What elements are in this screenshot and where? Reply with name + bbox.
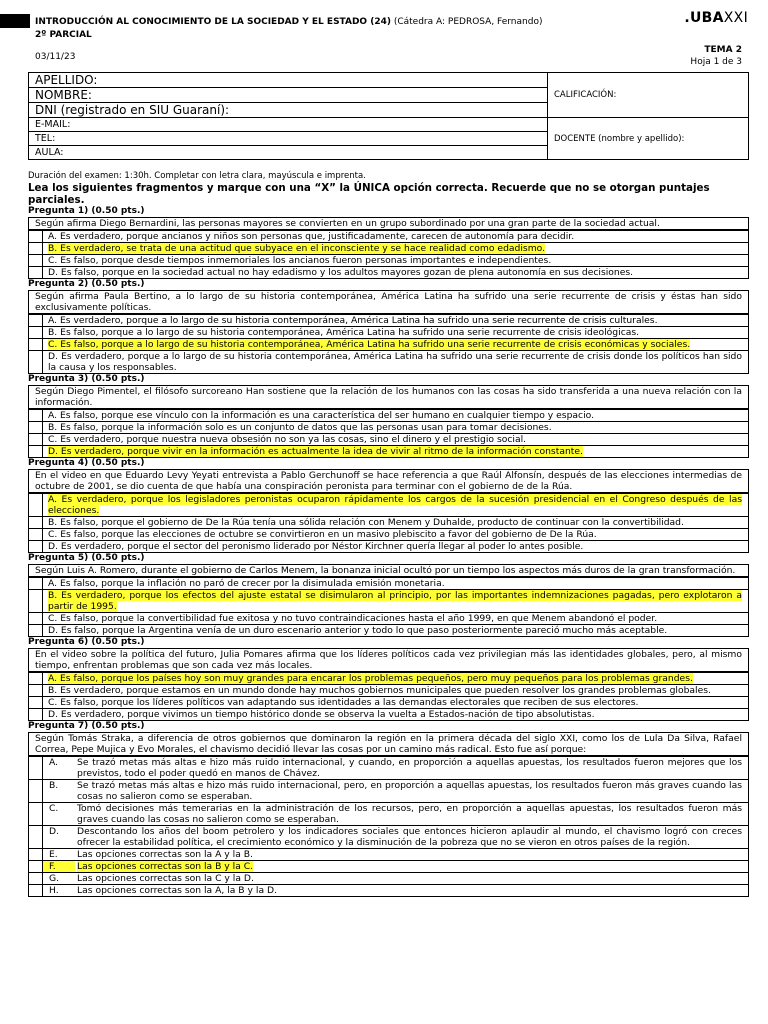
answer-option: [29, 350, 748, 373]
black-header-tab: [0, 14, 30, 28]
answer-checkbox[interactable]: [29, 422, 43, 433]
option-letter: B.: [49, 780, 59, 791]
option-text: D. Es verdadero, porque a lo largo de su historia contemporánea, América Latina ha sufrido una serie recurrente de crisis donde los políticos han sido la causa y los responsables.: [48, 351, 742, 373]
option-text: B. Es falso, porque la información solo es un conjunto de datos que las personas usan para tomar decisiones.: [48, 422, 552, 433]
option-text: Las opciones correctas son la A y la B.: [77, 849, 253, 860]
answer-option: [29, 825, 748, 848]
answer-checkbox[interactable]: [29, 351, 43, 373]
answer-checkbox[interactable]: [29, 255, 43, 266]
option-text: Las opciones correctas son la C y la D.: [77, 873, 254, 884]
option-text: D. Es verdadero, porque el sector del peronismo liderado por Néstor Kirchner quería llegar al poder lo antes posible.: [48, 541, 584, 552]
question-stem: En el video sobre la política del futuro, Julia Pomares afirma que los líderes políticos cada vez privilegian más las identidades globales, pero, al mismo tiempo, enfrentan problemas que son cada vez más locales.: [29, 649, 748, 672]
question-7: [28, 732, 749, 897]
answer-checkbox[interactable]: [29, 613, 43, 624]
answer-option: [29, 708, 748, 720]
option-text: Las opciones correctas son la A, la B y la D.: [77, 885, 277, 896]
answer-option: [29, 756, 748, 779]
answer-option: [29, 872, 748, 884]
answer-checkbox[interactable]: [29, 861, 43, 872]
answer-checkbox[interactable]: [29, 231, 43, 242]
answer-option: [29, 421, 748, 433]
option-text: A. Es verdadero, porque ancianos y niños son personas que, justificadamente, carecen de autonomía para decidir.: [48, 231, 575, 242]
question-3: [28, 385, 749, 458]
option-text: C. Es falso, porque los líderes políticos van adaptando sus identidades a las demandas electorales que reciben de sus electores.: [48, 697, 639, 708]
answer-checkbox[interactable]: [29, 541, 43, 552]
question-stem: Según afirma Diego Bernardini, las personas mayores se convierten en un grupo subordinado por una gran parte de la sociedad actual.: [29, 218, 748, 230]
option-text: B. Es falso, porque a lo largo de su historia contemporánea, América Latina ha sufrido una serie recurrente de crisis ideológicas.: [48, 327, 640, 338]
apellido-field[interactable]: APELLIDO:: [29, 73, 548, 88]
option-text: C. Es falso, porque a lo largo de su historia contemporánea, América Latina ha sufrido una serie recurrente de crisis económicas y sociales.: [48, 339, 691, 350]
answer-option: [29, 860, 748, 872]
answer-checkbox[interactable]: [29, 709, 43, 720]
tema-label: TEMA 2: [704, 45, 742, 55]
answer-option: [29, 266, 748, 278]
answer-checkbox[interactable]: [29, 849, 43, 860]
nombre-field[interactable]: NOMBRE:: [29, 88, 548, 103]
option-text: C. Es falso, porque la convertibilidad fue exitosa y no tuvo contraindicaciones hasta el año 1999, en que Menem abandonó el poder.: [48, 613, 658, 624]
answer-checkbox[interactable]: [29, 529, 43, 540]
option-letter: A.: [49, 757, 59, 768]
answer-checkbox[interactable]: [29, 673, 43, 684]
calificacion-label: CALIFICACIÓN:: [554, 90, 617, 100]
answer-checkbox[interactable]: [29, 434, 43, 445]
course-title: INTRODUCCIÓN AL CONOCIMIENTO DE LA SOCIEDAD Y EL ESTADO (24): [35, 17, 391, 27]
option-letter: F.: [43, 861, 75, 872]
answer-option: [29, 589, 748, 612]
question-5: [28, 564, 749, 637]
answer-option: [29, 242, 748, 254]
question-title: Pregunta 4) (0.50 pts.): [28, 458, 145, 468]
dni-field[interactable]: DNI (registrado en SIU Guaraní):: [29, 103, 548, 118]
option-text: A. Es verdadero, porque a lo largo de su historia contemporánea, América Latina ha sufrido una serie recurrente de crisis culturales.: [48, 315, 658, 326]
page-indicator: Hoja 1 de 3: [690, 57, 742, 67]
answer-checkbox[interactable]: [29, 873, 43, 884]
option-text: A. Es falso, porque ese vínculo con la información es una característica del ser humano en cualquier tiempo y espacio.: [48, 410, 595, 421]
question-title: Pregunta 3) (0.50 pts.): [28, 374, 145, 384]
answer-checkbox[interactable]: [29, 517, 43, 528]
answer-checkbox[interactable]: [29, 685, 43, 696]
option-letter: C.: [49, 803, 59, 814]
answer-checkbox[interactable]: [29, 885, 43, 896]
exam-date: 03/11/23: [35, 52, 76, 62]
aula-field[interactable]: AULA:: [29, 146, 548, 160]
option-text: D. Es falso, porque en la sociedad actual no hay edadismo y los adultos mayores gozan de plena autonomía en sus decisiones.: [48, 267, 634, 278]
answer-option: [29, 528, 748, 540]
option-text: C. Es falso, porque desde tiempos inmemoriales los ancianos fueron personas importantes e independientes.: [48, 255, 552, 266]
docente-field[interactable]: [548, 118, 749, 160]
option-text: D. Es verdadero, porque vivimos un tiempo histórico donde se observa la vuelta a Estados-nación de tipo absolutistas.: [48, 709, 595, 720]
answer-option: [29, 254, 748, 266]
question-title: Pregunta 2) (0.50 pts.): [28, 279, 145, 289]
question-1: [28, 217, 749, 279]
question-stem: Según afirma Paula Bertino, a lo largo de su historia contemporánea, América Latina ha sufrido una serie recurrente de crisis y éstas han sido exclusivamente políticas.: [29, 291, 748, 314]
option-text: Las opciones correctas son la B y la C.: [77, 861, 254, 872]
answer-checkbox[interactable]: [29, 315, 43, 326]
answer-option: [29, 802, 748, 825]
question-2: [28, 290, 749, 374]
answer-checkbox[interactable]: [29, 327, 43, 338]
option-letter: H.: [49, 885, 59, 896]
answer-option: [29, 409, 748, 421]
question-title: Pregunta 5) (0.50 pts.): [28, 553, 145, 563]
answer-option: [29, 338, 748, 350]
answer-checkbox[interactable]: [29, 446, 43, 457]
option-text: A. Es falso, porque los países hoy son muy grandes para encarar los problemas pequeños, pero muy pequeños para los problemas grandes.: [48, 673, 693, 684]
answer-checkbox[interactable]: [29, 625, 43, 636]
answer-option: [29, 433, 748, 445]
option-letter: E.: [49, 849, 58, 860]
question-stem: Según Tomás Straka, a diferencia de otros gobiernos que dominaron la región en la primera década del siglo XXI, como los de Lula Da Silva, Rafael Correa, Pepe Mujica y Evo Morales, el chavismo decidió llevar las cosas por un camino más radical. Esto fue así porque:: [29, 733, 748, 756]
answer-option: [29, 314, 748, 326]
option-letter: D.: [49, 826, 59, 837]
option-letter: G.: [49, 873, 60, 884]
exam-name: 2º PARCIAL: [35, 30, 92, 40]
answer-checkbox[interactable]: [29, 697, 43, 708]
option-text: B. Es verdadero, se trata de una actitud que subyace en el inconsciente y se hace realidad como edadismo.: [48, 243, 546, 254]
exam-instructions: Lea los siguientes fragmentos y marque con una “X” la ÚNICA opción correcta. Recuerde que no se otorgan puntajes parciales.: [28, 182, 710, 206]
question-4: [28, 469, 749, 553]
answer-checkbox[interactable]: [29, 780, 43, 802]
question-stem: Según Diego Pimentel, el filósofo surcoreano Han sostiene que la relación de los humanos con las cosas ha sido transferida a una nueva relación con la información.: [29, 386, 748, 409]
answer-option: [29, 848, 748, 860]
email-field[interactable]: E-MAIL:: [29, 118, 548, 132]
option-text: Se trazó metas más altas e hizo más ruido internacional, y cuando, en proporción a aquellas apuestas, los resultados fueron mejores que los previstos, todo el poder quedó en manos de Chávez.: [77, 757, 742, 779]
tel-field[interactable]: TEL:: [29, 132, 548, 146]
answer-checkbox[interactable]: [29, 243, 43, 254]
option-text: B. Es falso, porque el gobierno de De la Rúa tenía una sólida relación con Menem y Duhalde, producto de continuar con la convertibilidad.: [48, 517, 684, 528]
answer-option: [29, 696, 748, 708]
student-info-table: [28, 72, 749, 160]
answer-checkbox[interactable]: [29, 803, 43, 825]
answer-option: [29, 612, 748, 624]
option-text: A. Es verdadero, porque los legisladores peronistas ocuparon rápidamente los cargos de la sucesión presidencial en el Congreso después de las elecciones.: [48, 494, 742, 516]
uba-xxi-logo: .UBAXXI: [684, 10, 748, 26]
answer-checkbox[interactable]: [29, 757, 43, 779]
question-stem: Según Luis A. Romero, durante el gobierno de Carlos Menem, la bonanza inicial ocultó por un tiempo los aspectos más duros de la gran transformación.: [29, 565, 748, 577]
answer-option: [29, 624, 748, 636]
document-header: [35, 16, 542, 42]
answer-checkbox[interactable]: [29, 339, 43, 350]
question-stem: En el video en que Eduardo Levy Yeyati entrevista a Pablo Gerchunoff se hace referencia a que Raúl Alfonsín, después de las elecciones intermedias de octubre de 2001, se dio cuenta de que había una conspiración peronista para terminar con el gobierno de de la Rúa.: [29, 470, 748, 493]
answer-option: [29, 540, 748, 552]
tema-block: [690, 44, 742, 68]
option-text: B. Es verdadero, porque los efectos del ajuste estatal se disimularon al principio, por las importantes indemnizaciones pagadas, pero explotaron a partir de 1995.: [48, 590, 742, 612]
answer-option: [29, 672, 748, 684]
answer-option: [29, 884, 748, 896]
questions-section: [28, 206, 749, 897]
option-text: B. Es verdadero, porque estamos en un mundo donde hay muchos gobiernos municipales que pueden resolver los grandes problemas globales.: [48, 685, 711, 696]
question-6: [28, 648, 749, 721]
answer-option: [29, 684, 748, 696]
answer-option: [29, 577, 748, 589]
exam-duration-note: Duración del examen: 1:30h. Completar con letra clara, mayúscula e imprenta.: [28, 171, 366, 181]
question-title: Pregunta 7) (0.50 pts.): [28, 721, 145, 731]
answer-checkbox[interactable]: [29, 410, 43, 421]
option-text: Tomó decisiones más temerarias en la administración de los recursos, pero, en proporción a aquellas apuestas, los resultados fueron más graves cuando las cosas no salieron como se esperaban.: [77, 803, 742, 825]
option-text: D. Es falso, porque la Argentina venía de un duro escenario anterior y todo lo que paso posteriormente pareció mucho más aceptable.: [48, 625, 668, 636]
option-text: D. Es verdadero, porque vivir en la información es actualmente la idea de vivir al ritmo de la información constante.: [48, 446, 583, 457]
answer-checkbox[interactable]: [29, 590, 43, 612]
option-text: C. Es falso, porque las elecciones de octubre se convirtieron en un masivo plebiscito a favor del gobierno de De la Rúa.: [48, 529, 597, 540]
question-title: Pregunta 1) (0.50 pts.): [28, 206, 145, 216]
option-text: Descontando los años del boom petrolero y los indicadores sociales que entonces hicieron aplaudir al mundo, el chavismo logró con creces ofrecer la estabilidad política, el crecimiento económico y la disminución de la pobreza que no se vieron en otros países de la región.: [77, 826, 742, 848]
docente-label: DOCENTE (nombre y apellido):: [554, 133, 685, 144]
answer-option: [29, 516, 748, 528]
answer-checkbox[interactable]: [29, 578, 43, 589]
answer-option: [29, 326, 748, 338]
answer-checkbox[interactable]: [29, 267, 43, 278]
answer-option: [29, 445, 748, 457]
answer-option: [29, 779, 748, 802]
question-title: Pregunta 6) (0.50 pts.): [28, 637, 145, 647]
calificacion-field[interactable]: [548, 73, 749, 118]
answer-option: [29, 230, 748, 242]
answer-option: [29, 493, 748, 516]
option-text: A. Es falso, porque la inflación no paró de crecer por la disimulada emisión monetaria.: [48, 578, 445, 589]
option-text: C. Es verdadero, porque nuestra nueva obsesión no son ya las cosas, sino el dinero y el prestigio social.: [48, 434, 527, 445]
option-text: Se trazó metas más altas e hizo más ruido internacional, pero, en proporción a aquellas apuestas, los resultados fueron más graves cuando las cosas no salieron como se esperaban.: [77, 780, 742, 802]
course-chair: (Cátedra A: PEDROSA, Fernando): [393, 17, 543, 27]
answer-checkbox[interactable]: [29, 826, 43, 848]
answer-checkbox[interactable]: [29, 494, 43, 516]
